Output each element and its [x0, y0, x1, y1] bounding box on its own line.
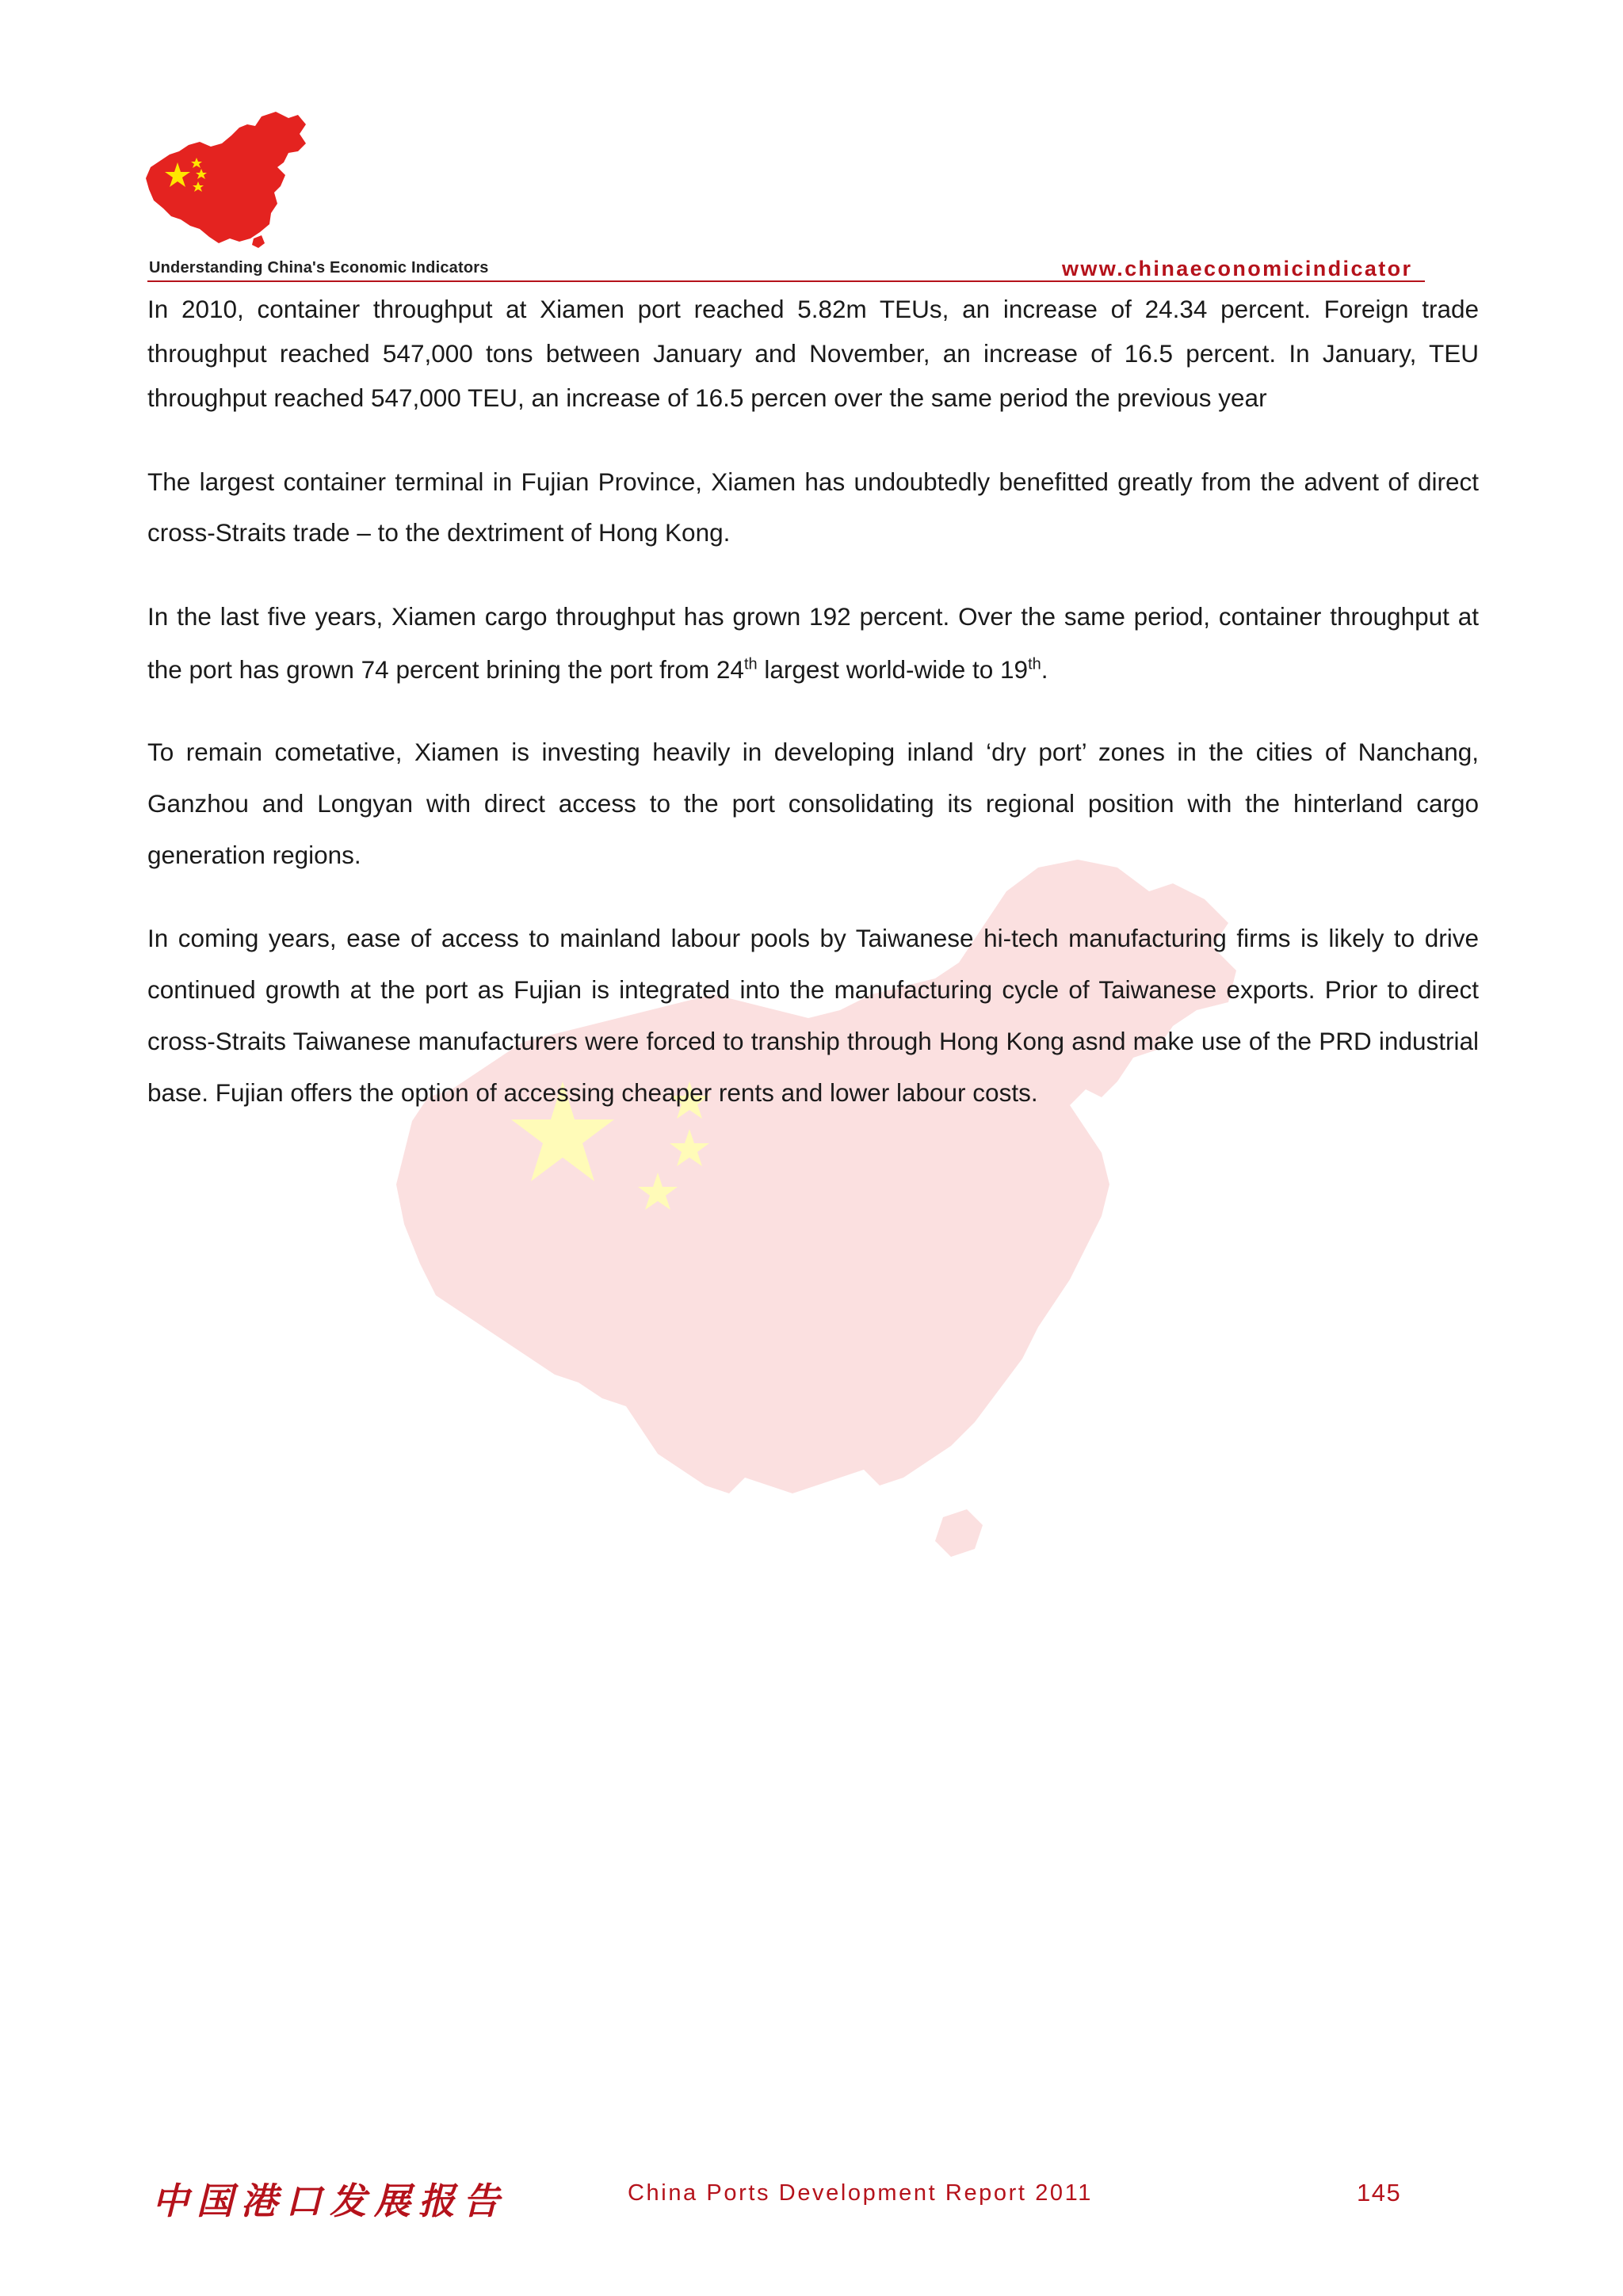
- paragraph-text: largest world-wide to 19: [757, 655, 1029, 684]
- body-text: [147, 287, 1479, 1119]
- paragraph-largest-terminal: The largest container terminal in Fujian Province, Xiamen has undoubtedly benefitted greatly from the advent of direct cross-Straits trade – to the dextriment of Hong Kong.: [147, 467, 1479, 547]
- superscript: th: [1028, 655, 1041, 673]
- paragraph-dry-port: To remain cometative, Xiamen is investing heavily in developing inland ‘dry port’ zones in the cities of Nanchang, Ganzhou and Longyan with direct access to the port consolidating its regional position with the hinterland cargo generation regions.: [147, 738, 1479, 869]
- paragraph-throughput-2010: In 2010, container throughput at Xiamen port reached 5.82m TEUs, an increase of 24.34 percent. Foreign trade throughput reached 547,000 tons between January and November, an increase of 16.5 percent. In January, TEU throughput reached 547,000 TEU, an increase of 16.5 percen over the same period the previous year: [147, 295, 1479, 412]
- paragraph-text: .: [1041, 655, 1048, 684]
- header-tagline: Understanding China's Economic Indicators: [149, 259, 489, 277]
- china-map-flag-icon: [143, 107, 313, 250]
- paragraph-text: In the last five years, Xiamen cargo throughput has grown 192 percent. Over the same period, container throughput at the port has grown 74 percent brining the port from 24: [147, 602, 1479, 684]
- footer-chinese-title: 中国港口发展报告: [152, 2180, 507, 2222]
- header-divider: [147, 280, 1425, 282]
- footer-report-title: China Ports Development Report 2011: [628, 2180, 1093, 2206]
- page-number: 145: [1357, 2179, 1402, 2206]
- header-url-link[interactable]: www.chinaeconomicindicator: [1062, 257, 1413, 280]
- superscript: th: [743, 655, 758, 673]
- paragraph-five-years-growth: [147, 590, 1479, 696]
- paragraph-taiwanese-manufacturing: In coming years, ease of access to mainland labour pools by Taiwanese hi-tech manufacturing firms is likely to drive continued growth at the port as Fujian is integrated into the manufacturing cycle of Taiwanese exports. Prior to direct cross-Straits Taiwanese manufacturers were forced to tranship through Hong Kong asnd make use of the PRD industrial base. Fujian offers the option of accessing cheaper rents and lower labour costs.: [147, 924, 1479, 1107]
